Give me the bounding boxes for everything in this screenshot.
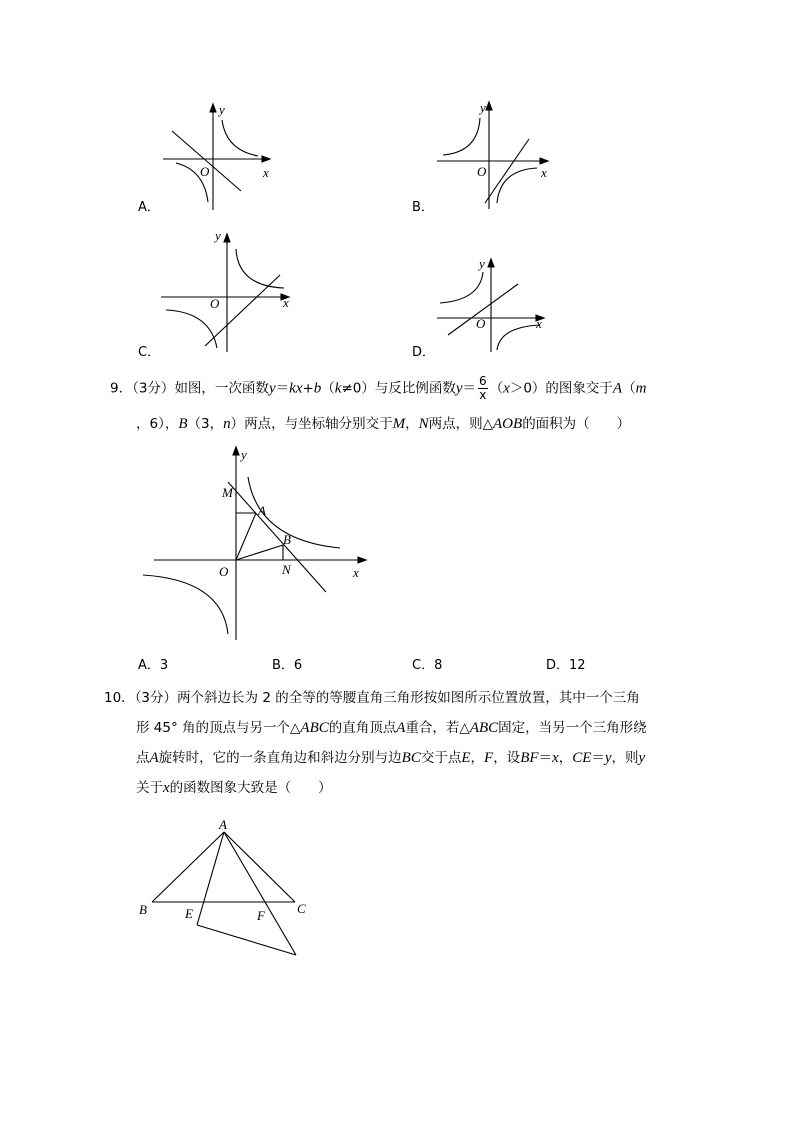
q9-var: y (268, 380, 276, 397)
q9-var: k (289, 380, 296, 397)
q10-text: 固定，当另一个三角形绕 (498, 720, 647, 736)
q10-var: ABC (300, 720, 329, 736)
y-axis-label: y (480, 100, 486, 115)
q10-var: BF (520, 750, 539, 766)
fraction-denominator: x (479, 388, 487, 402)
q10-text: ，则 (611, 750, 639, 766)
point-n-label: N (282, 562, 291, 577)
q9-text: ，6）， (136, 416, 179, 432)
q10-score: （3分） (134, 690, 178, 706)
q9-choice-a: A．3 (138, 658, 169, 673)
q10-var: A (396, 720, 406, 736)
q9-number: 9． (110, 380, 133, 397)
q10-text: 重合，若△ (405, 720, 470, 736)
q9-text: ＝ (275, 380, 290, 397)
q10-var: y (638, 750, 646, 766)
q9-text: 的面积为（ ） (522, 416, 631, 432)
q9-text: 两点，则△ (428, 416, 494, 432)
q9-score: （3分） (132, 380, 175, 397)
q10-text: 交于点 (420, 750, 462, 766)
q9-choice-d: D．12 (546, 658, 586, 673)
q9-choice-b: B．6 (272, 658, 303, 673)
vertex-a-label: A (219, 817, 227, 832)
q10-number: 10． (104, 690, 135, 706)
q9-choice-c: C．8 (412, 658, 443, 673)
q10-var: F (484, 750, 494, 766)
point-f-label: F (257, 908, 265, 923)
fraction-numerator: 6 (479, 374, 487, 388)
q9-var: A (612, 380, 623, 397)
q9-text: ， (405, 416, 419, 432)
q9-text: （3， (187, 416, 224, 432)
q10-text: 旋转时，它的一条直角边和斜边分别与边 (158, 750, 402, 766)
q9-text: ≠0）与反比例函数 (341, 380, 456, 397)
vertex-b-label: B (139, 902, 147, 917)
option-a-label: A． (138, 200, 160, 215)
q9-var: AOB (493, 416, 523, 432)
q9-var: m (635, 380, 647, 397)
vertex-c-label: C (297, 901, 306, 916)
origin-label: O (219, 564, 229, 579)
q9-text: ＝ (462, 380, 477, 397)
point-e-label: E (185, 906, 193, 921)
origin-label: O (200, 164, 210, 179)
point-a-label: A (258, 503, 266, 518)
q9-var: b (313, 380, 322, 397)
q9-var: x (295, 380, 303, 397)
x-axis-label: x (536, 316, 542, 331)
q9-var: y (455, 380, 463, 397)
q10-var: x (552, 750, 559, 766)
origin-label: O (477, 164, 487, 179)
q9-var: M (392, 416, 406, 432)
q9-text: （ (489, 380, 504, 397)
y-axis-label: y (479, 256, 485, 271)
x-axis-label: x (353, 565, 359, 580)
point-m-label: M (222, 485, 233, 500)
q10-text: 两个斜边长为 2 的全等的等腰直角三角形按如图所示位置放置，其中一个三角 (177, 690, 640, 706)
q10-var: ABC (469, 720, 499, 736)
q9-var: N (418, 416, 429, 432)
q10-text: ，设 (493, 750, 521, 766)
q9-var: k (334, 380, 342, 397)
q10-var: y (604, 750, 612, 766)
option-b-label: B． (412, 200, 434, 215)
q9-text: ＞0）的图象交于 (509, 380, 613, 397)
segment-ab (152, 832, 224, 902)
q10-text: 点 (136, 750, 150, 766)
q10-var: A (149, 750, 159, 766)
segment-ac (224, 832, 295, 902)
origin-label: O (210, 296, 220, 311)
q9-var: x (503, 380, 510, 397)
q10-text: 的直角顶点 (328, 720, 397, 736)
y-axis-label: y (241, 447, 247, 462)
q9-var: n (223, 416, 231, 432)
q10-text: ＝ (591, 750, 605, 766)
q10-text: 关于 (136, 780, 163, 796)
q10-var: x (163, 780, 170, 796)
q10-text: 形 45° 角的顶点与另一个△ (136, 720, 301, 736)
q10-var: E (461, 750, 471, 766)
q10-text: ＝ (538, 750, 553, 766)
y-axis-label: y (219, 102, 225, 117)
q9-var: B (178, 416, 188, 432)
q9-text: （ (622, 380, 636, 397)
q9-text: ）两点，与坐标轴分别交于 (230, 416, 393, 432)
q9-text: 如图，一次函数 (174, 380, 269, 397)
x-axis-label: x (283, 295, 289, 310)
q9-text: + (302, 380, 314, 397)
q10-var: CE (572, 750, 592, 766)
q9-text: （ (321, 380, 335, 397)
q10-text: 的函数图象大致是（ ） (169, 780, 332, 796)
x-axis-label: x (541, 165, 547, 180)
q10-text: ， (558, 750, 573, 766)
y-axis-label: y (215, 228, 221, 243)
option-c-label: C． (138, 345, 161, 360)
point-b-label: B (283, 532, 291, 547)
origin-label: O (476, 316, 486, 331)
q10-text: ， (470, 750, 485, 766)
rotating-leg-ae (197, 832, 224, 925)
q10-var: BC (401, 750, 421, 766)
x-axis-label: x (263, 165, 269, 180)
option-d-label: D． (412, 345, 436, 360)
